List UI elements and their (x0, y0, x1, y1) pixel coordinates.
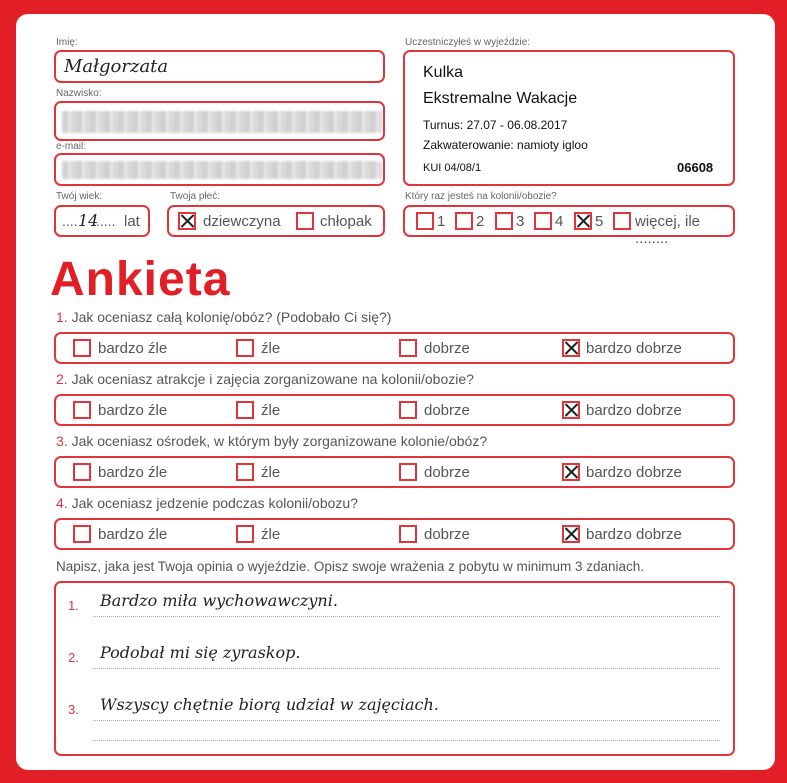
gender-field (167, 205, 385, 237)
q2-option-bardzo-zle: bardzo źle (98, 402, 168, 419)
q3-checkbox-bardzo-zle[interactable] (73, 463, 91, 481)
q3-option-bardzo-zle: bardzo źle (98, 464, 168, 481)
opinion-line-1-text: Bardzo miła wychowawczyni. (100, 591, 338, 610)
q4-option-dobrze: dobrze (424, 526, 470, 543)
question-1-text: Jak oceniasz całą kolonię/obóz? (Podobało Ci się?) (71, 309, 392, 325)
times-checkbox-1[interactable] (416, 212, 434, 230)
times-label: Który raz jesteś na kolonii/obozie? (405, 191, 557, 202)
opinion-line-3-text: Wszyscy chętnie biorą udział w zajęciach. (100, 695, 439, 714)
times-option-more: więcej, ile ........ (635, 213, 701, 247)
trip-label: Uczestniczyłeś w wyjeździe: (405, 37, 531, 48)
question-3 (56, 433, 487, 449)
times-checkbox-4[interactable] (534, 212, 552, 230)
question-4 (56, 495, 358, 511)
q3-option-zle: źle (261, 464, 281, 481)
opinion-line-1 (93, 616, 720, 617)
question-3-text: Jak oceniasz ośrodek, w którym były zorganizowane kolonie/obóz? (71, 433, 488, 449)
q1-option-bardzo-dobrze: bardzo dobrze (586, 340, 682, 357)
question-4-number: 4. (56, 495, 68, 511)
trip-program: Ekstremalne Wakacje (423, 90, 578, 107)
gender-label: Twoja płeć: (170, 191, 221, 202)
age-dots-right: ..... (96, 213, 116, 229)
q1-option-bardzo-zle: bardzo źle (98, 340, 168, 357)
times-checkbox-2[interactable] (455, 212, 473, 230)
surname-field[interactable] (54, 101, 385, 141)
q2-checkbox-zle[interactable] (236, 401, 254, 419)
q4-checkbox-bardzo-zle[interactable] (73, 525, 91, 543)
question-4-text: Jak oceniasz jedzenie podczas kolonii/obozu? (71, 495, 358, 511)
question-3-rating-row (54, 456, 735, 488)
trip-turnus: Turnus: 27.07 - 06.08.2017 (423, 118, 568, 132)
opinion-prompt: Napisz, jaka jest Twoja opinia o wyjeździe. Opisz swoje wrażenia z pobytu w minimum 3 zdaniach. (56, 559, 645, 574)
opinion-line-2-number: 2. (68, 650, 79, 665)
opinion-line-2 (93, 668, 720, 669)
survey-title: Ankieta (50, 253, 231, 306)
question-3-number: 3. (56, 433, 68, 449)
question-2-rating-row (54, 394, 735, 426)
q1-option-zle: źle (261, 340, 281, 357)
gender-option-female: dziewczyna (203, 213, 281, 230)
q4-checkbox-dobrze[interactable] (399, 525, 417, 543)
q3-checkbox-zle[interactable] (236, 463, 254, 481)
redacted-surname (62, 111, 382, 133)
gender-checkbox-female[interactable] (178, 212, 196, 230)
email-label: e-mail: (56, 141, 87, 152)
trip-name: Kulka (423, 64, 464, 81)
surname-label: Nazwisko: (56, 88, 102, 99)
question-4-rating-row (54, 518, 735, 550)
times-field (403, 205, 735, 247)
opinion-line-4 (93, 740, 720, 741)
q4-option-zle: źle (261, 526, 281, 543)
question-2-number: 2. (56, 371, 68, 387)
q3-checkbox-bardzo-dobrze[interactable] (562, 463, 580, 481)
q1-checkbox-zle[interactable] (236, 339, 254, 357)
q1-checkbox-bardzo-dobrze[interactable] (562, 339, 580, 357)
opinion-line-3-number: 3. (68, 702, 79, 717)
times-option-1: 1 (437, 213, 446, 230)
age-unit: lat (124, 213, 140, 230)
q4-option-bardzo-dobrze: bardzo dobrze (586, 526, 682, 543)
q3-option-dobrze: dobrze (424, 464, 470, 481)
name-label: Imię: (56, 37, 78, 48)
question-2-text: Jak oceniasz atrakcje i zajęcia zorganizowane na kolonii/obozie? (71, 371, 474, 387)
q3-option-bardzo-dobrze: bardzo dobrze (586, 464, 682, 481)
trip-accommodation: Zakwaterowanie: namioty igloo (423, 138, 588, 152)
age-dots-left: .... (62, 213, 78, 229)
q4-checkbox-zle[interactable] (236, 525, 254, 543)
q2-checkbox-bardzo-zle[interactable] (73, 401, 91, 419)
age-field[interactable] (54, 205, 150, 237)
q1-checkbox-bardzo-zle[interactable] (73, 339, 91, 357)
times-checkbox-more[interactable] (613, 212, 631, 230)
name-field[interactable] (54, 50, 385, 83)
question-1 (56, 309, 391, 325)
times-checkbox-3[interactable] (495, 212, 513, 230)
q1-option-dobrze: dobrze (424, 340, 470, 357)
opinion-line-3 (93, 720, 720, 721)
opinion-line-2-text: Podobał mi się zyraskop. (100, 643, 301, 662)
email-field[interactable] (54, 153, 385, 186)
redacted-email (62, 161, 382, 179)
times-option-2: 2 (476, 213, 485, 230)
q2-checkbox-bardzo-dobrze[interactable] (562, 401, 580, 419)
trip-info-box (403, 50, 735, 186)
q1-checkbox-dobrze[interactable] (399, 339, 417, 357)
question-1-number: 1. (56, 309, 68, 325)
q4-checkbox-bardzo-dobrze[interactable] (562, 525, 580, 543)
name-value: Małgorzata (64, 56, 169, 77)
age-value: 14 (78, 211, 99, 230)
times-option-3: 3 (516, 213, 525, 230)
gender-option-male: chłopak (320, 213, 372, 230)
age-label: Twój wiek: (56, 191, 103, 202)
times-option-4: 4 (555, 213, 564, 230)
q3-checkbox-dobrze[interactable] (399, 463, 417, 481)
trip-number: 06608 (677, 160, 714, 175)
opinion-line-1-number: 1. (68, 598, 79, 613)
question-1-rating-row (54, 332, 735, 364)
q2-option-bardzo-dobrze: bardzo dobrze (586, 402, 682, 419)
gender-checkbox-male[interactable] (296, 212, 314, 230)
q4-option-bardzo-zle: bardzo źle (98, 526, 168, 543)
trip-code: KUI 04/08/1 (423, 162, 482, 174)
q2-option-zle: źle (261, 402, 281, 419)
q2-option-dobrze: dobrze (424, 402, 470, 419)
times-checkbox-5[interactable] (574, 212, 592, 230)
times-option-5: 5 (595, 213, 604, 230)
question-2 (56, 371, 474, 387)
q2-checkbox-dobrze[interactable] (399, 401, 417, 419)
